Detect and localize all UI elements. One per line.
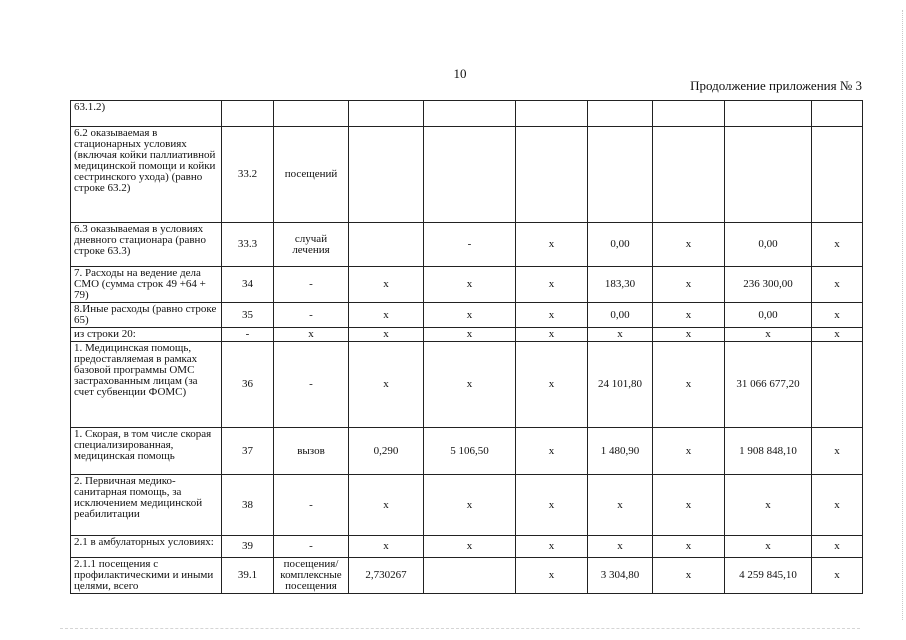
col-6-cell: х bbox=[516, 342, 588, 428]
row-name-cell: 7. Расходы на ведение дела СМО (сумма строк 49 +64 + 79) bbox=[71, 267, 222, 303]
col-8-cell: х bbox=[653, 342, 725, 428]
unit-cell: - bbox=[274, 303, 349, 328]
budget-table bbox=[70, 100, 863, 594]
row-number-cell: 33.2 bbox=[222, 127, 274, 223]
per-capita-cell: 0,00 bbox=[588, 223, 653, 267]
per-capita-cell: 183,30 bbox=[588, 267, 653, 303]
col-8-cell: х bbox=[653, 267, 725, 303]
col-8-cell bbox=[653, 127, 725, 223]
scan-bottom-edge bbox=[60, 628, 860, 631]
volume-cell: х bbox=[349, 536, 424, 558]
col-6-cell: х bbox=[516, 428, 588, 475]
col-10-cell: х bbox=[812, 328, 863, 342]
col-8-cell: х bbox=[653, 328, 725, 342]
row-number-cell: 39.1 bbox=[222, 558, 274, 594]
norm-cost-cell: 5 106,50 bbox=[424, 428, 516, 475]
total-cost-cell: 236 300,00 bbox=[725, 267, 812, 303]
per-capita-cell: 24 101,80 bbox=[588, 342, 653, 428]
col-6-cell bbox=[516, 127, 588, 223]
total-cost-cell: х bbox=[725, 536, 812, 558]
row-name-cell: 6.3 оказываемая в условиях дневного стационара (равно строке 63.3) bbox=[71, 223, 222, 267]
norm-cost-cell: х bbox=[424, 303, 516, 328]
volume-cell: х bbox=[349, 267, 424, 303]
row-name-cell: 1. Скорая, в том числе скорая специализированная, медицинская помощь bbox=[71, 428, 222, 475]
table-row bbox=[71, 342, 863, 428]
unit-cell: х bbox=[274, 328, 349, 342]
total-cost-cell: 31 066 677,20 bbox=[725, 342, 812, 428]
table-row bbox=[71, 536, 863, 558]
row-number-cell: 35 bbox=[222, 303, 274, 328]
table-row bbox=[71, 558, 863, 594]
col-10-cell: х bbox=[812, 267, 863, 303]
unit-cell: случай лечения bbox=[274, 223, 349, 267]
table-row bbox=[71, 267, 863, 303]
row-number-cell bbox=[222, 101, 274, 127]
col-8-cell: х bbox=[653, 428, 725, 475]
col-8-cell: х bbox=[653, 223, 725, 267]
col-8-cell: х bbox=[653, 558, 725, 594]
volume-cell bbox=[349, 223, 424, 267]
norm-cost-cell: х bbox=[424, 342, 516, 428]
col-10-cell: х bbox=[812, 475, 863, 536]
unit-cell: - bbox=[274, 267, 349, 303]
total-cost-cell: 4 259 845,10 bbox=[725, 558, 812, 594]
unit-cell: вызов bbox=[274, 428, 349, 475]
table-row bbox=[71, 303, 863, 328]
total-cost-cell: 0,00 bbox=[725, 223, 812, 267]
table-row bbox=[71, 475, 863, 536]
per-capita-cell: х bbox=[588, 475, 653, 536]
row-number-cell: - bbox=[222, 328, 274, 342]
row-name-cell: 1. Медицинская помощь, предоставляемая в рамках базовой программы ОМС застрахованным лицам (за счет субвенции ФОМС) bbox=[71, 342, 222, 428]
norm-cost-cell: х bbox=[424, 536, 516, 558]
norm-cost-cell bbox=[424, 101, 516, 127]
col-8-cell: х bbox=[653, 475, 725, 536]
volume-cell: х bbox=[349, 328, 424, 342]
page-number: 10 bbox=[453, 66, 467, 81]
col-10-cell bbox=[812, 127, 863, 223]
norm-cost-cell: - bbox=[424, 223, 516, 267]
per-capita-cell bbox=[588, 101, 653, 127]
row-name-cell: 8.Иные расходы (равно строке 65) bbox=[71, 303, 222, 328]
unit-cell bbox=[274, 101, 349, 127]
table-row bbox=[71, 101, 863, 127]
col-6-cell: х bbox=[516, 536, 588, 558]
row-number-cell: 37 bbox=[222, 428, 274, 475]
table-row bbox=[71, 223, 863, 267]
total-cost-cell: х bbox=[725, 328, 812, 342]
continuation-label: Продолжение приложения № 3 bbox=[690, 78, 862, 93]
total-cost-cell: х bbox=[725, 475, 812, 536]
volume-cell bbox=[349, 127, 424, 223]
per-capita-cell: х bbox=[588, 536, 653, 558]
col-10-cell bbox=[812, 101, 863, 127]
row-number-cell: 39 bbox=[222, 536, 274, 558]
per-capita-cell: х bbox=[588, 328, 653, 342]
volume-cell: 2,730267 bbox=[349, 558, 424, 594]
col-10-cell bbox=[812, 342, 863, 428]
per-capita-cell: 3 304,80 bbox=[588, 558, 653, 594]
unit-cell: посещений bbox=[274, 127, 349, 223]
col-8-cell bbox=[653, 101, 725, 127]
per-capita-cell: 0,00 bbox=[588, 303, 653, 328]
row-name-cell: 6.2 оказываемая в стационарных условиях (включая койки паллиативной медицинской помощи и койки сестринского ухода) (равно строке 63.2) bbox=[71, 127, 222, 223]
total-cost-cell bbox=[725, 127, 812, 223]
col-6-cell: х bbox=[516, 475, 588, 536]
col-6-cell: х bbox=[516, 328, 588, 342]
per-capita-cell: 1 480,90 bbox=[588, 428, 653, 475]
volume-cell: х bbox=[349, 475, 424, 536]
total-cost-cell: 1 908 848,10 bbox=[725, 428, 812, 475]
row-number-cell: 38 bbox=[222, 475, 274, 536]
col-10-cell: х bbox=[812, 303, 863, 328]
table-row bbox=[71, 428, 863, 475]
table-row bbox=[71, 127, 863, 223]
row-name-cell: 2. Первичная медико-санитарная помощь, за исключением медицинской реабилитации bbox=[71, 475, 222, 536]
total-cost-cell bbox=[725, 101, 812, 127]
row-number-cell: 36 bbox=[222, 342, 274, 428]
col-6-cell: х bbox=[516, 267, 588, 303]
col-6-cell: х bbox=[516, 303, 588, 328]
unit-cell: - bbox=[274, 342, 349, 428]
col-8-cell: х bbox=[653, 303, 725, 328]
row-name-cell: 2.1.1 посещения с профилактическими и иными целями, всего bbox=[71, 558, 222, 594]
row-name-cell: 2.1 в амбулаторных условиях: bbox=[71, 536, 222, 558]
volume-cell: х bbox=[349, 303, 424, 328]
unit-cell: - bbox=[274, 475, 349, 536]
volume-cell bbox=[349, 101, 424, 127]
per-capita-cell bbox=[588, 127, 653, 223]
col-10-cell: х bbox=[812, 223, 863, 267]
col-6-cell: х bbox=[516, 558, 588, 594]
norm-cost-cell bbox=[424, 558, 516, 594]
volume-cell: х bbox=[349, 342, 424, 428]
table-row bbox=[71, 328, 863, 342]
unit-cell: посещения/комплексные посещения bbox=[274, 558, 349, 594]
norm-cost-cell bbox=[424, 127, 516, 223]
row-name-cell: из строки 20: bbox=[71, 328, 222, 342]
total-cost-cell: 0,00 bbox=[725, 303, 812, 328]
col-10-cell: х bbox=[812, 558, 863, 594]
row-number-cell: 33.3 bbox=[222, 223, 274, 267]
col-6-cell: х bbox=[516, 223, 588, 267]
row-name-cell: 63.1.2) bbox=[71, 101, 222, 127]
norm-cost-cell: х bbox=[424, 267, 516, 303]
volume-cell: 0,290 bbox=[349, 428, 424, 475]
col-10-cell: х bbox=[812, 536, 863, 558]
norm-cost-cell: х bbox=[424, 328, 516, 342]
page-edge-line bbox=[902, 10, 903, 620]
col-6-cell bbox=[516, 101, 588, 127]
norm-cost-cell: х bbox=[424, 475, 516, 536]
col-10-cell: х bbox=[812, 428, 863, 475]
col-8-cell: х bbox=[653, 536, 725, 558]
unit-cell: - bbox=[274, 536, 349, 558]
row-number-cell: 34 bbox=[222, 267, 274, 303]
